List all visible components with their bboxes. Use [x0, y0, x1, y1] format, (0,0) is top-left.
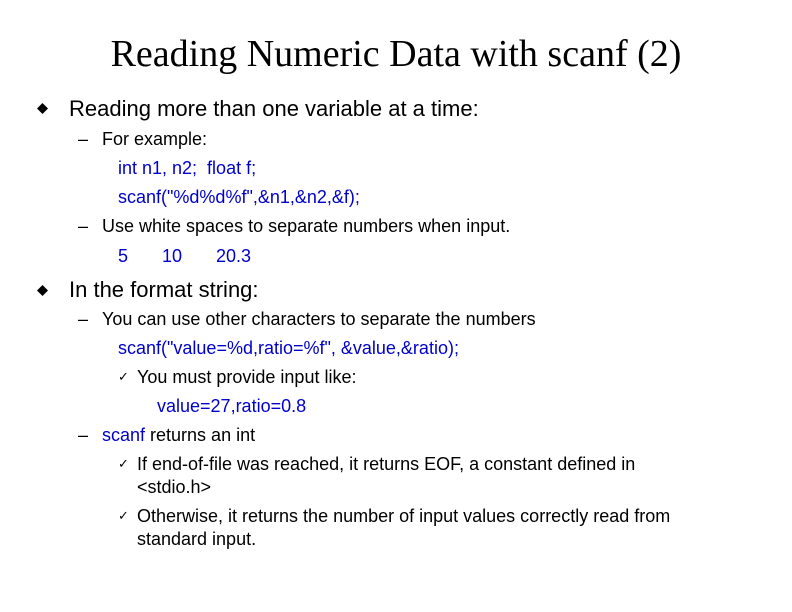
eof-line-1: If end-of-file was reached, it returns EOF, a constant defined in: [137, 454, 636, 474]
bullet-1-sub-2-text: Use white spaces to separate numbers when input.: [102, 216, 511, 236]
bullet-2-sub-2-text: [102, 424, 255, 446]
input-value-1: 5: [118, 246, 129, 266]
bullet-2-sub-1-text: You can use other characters to separate the numbers: [102, 309, 536, 329]
dash-icon: –: [78, 309, 89, 329]
scanf-keyword: scanf: [102, 425, 146, 445]
diamond-icon: [37, 103, 48, 114]
diamond-icon: [37, 285, 48, 296]
dash-icon: –: [78, 216, 89, 236]
v-checkmark-icon: ✓: [118, 508, 129, 523]
input-example: value=27,ratio=0.8: [157, 396, 307, 416]
otherwise-line-2: standard input.: [137, 529, 257, 549]
otherwise-line-1: Otherwise, it returns the number of input values correctly read from: [137, 506, 671, 526]
code-scanf-format: scanf("value=%d,ratio=%f", &value,&ratio);: [118, 338, 459, 358]
code-scanf-call: scanf("%d%d%f",&n1,&n2,&f);: [118, 187, 360, 207]
v-checkmark-icon: ✓: [118, 369, 129, 384]
code-declaration: int n1, n2; float f;: [118, 158, 257, 178]
v-checkmark-icon: ✓: [118, 456, 129, 471]
bullet-2-sub-1-point: You must provide input like:: [137, 367, 357, 387]
bullet-2-text: In the format string:: [69, 277, 259, 302]
input-value-2: 10: [162, 246, 183, 266]
eof-line-2: <stdio.h>: [137, 477, 212, 497]
dash-icon: –: [78, 129, 89, 149]
bullet-1-text: Reading more than one variable at a time:: [69, 96, 479, 121]
input-value-3: 20.3: [216, 246, 252, 266]
dash-icon: –: [78, 425, 89, 445]
slide-title: Reading Numeric Data with scanf (2): [110, 33, 682, 75]
bullet-1-sub-1-text: For example:: [102, 129, 208, 149]
returns-text: returns an int: [145, 425, 256, 445]
